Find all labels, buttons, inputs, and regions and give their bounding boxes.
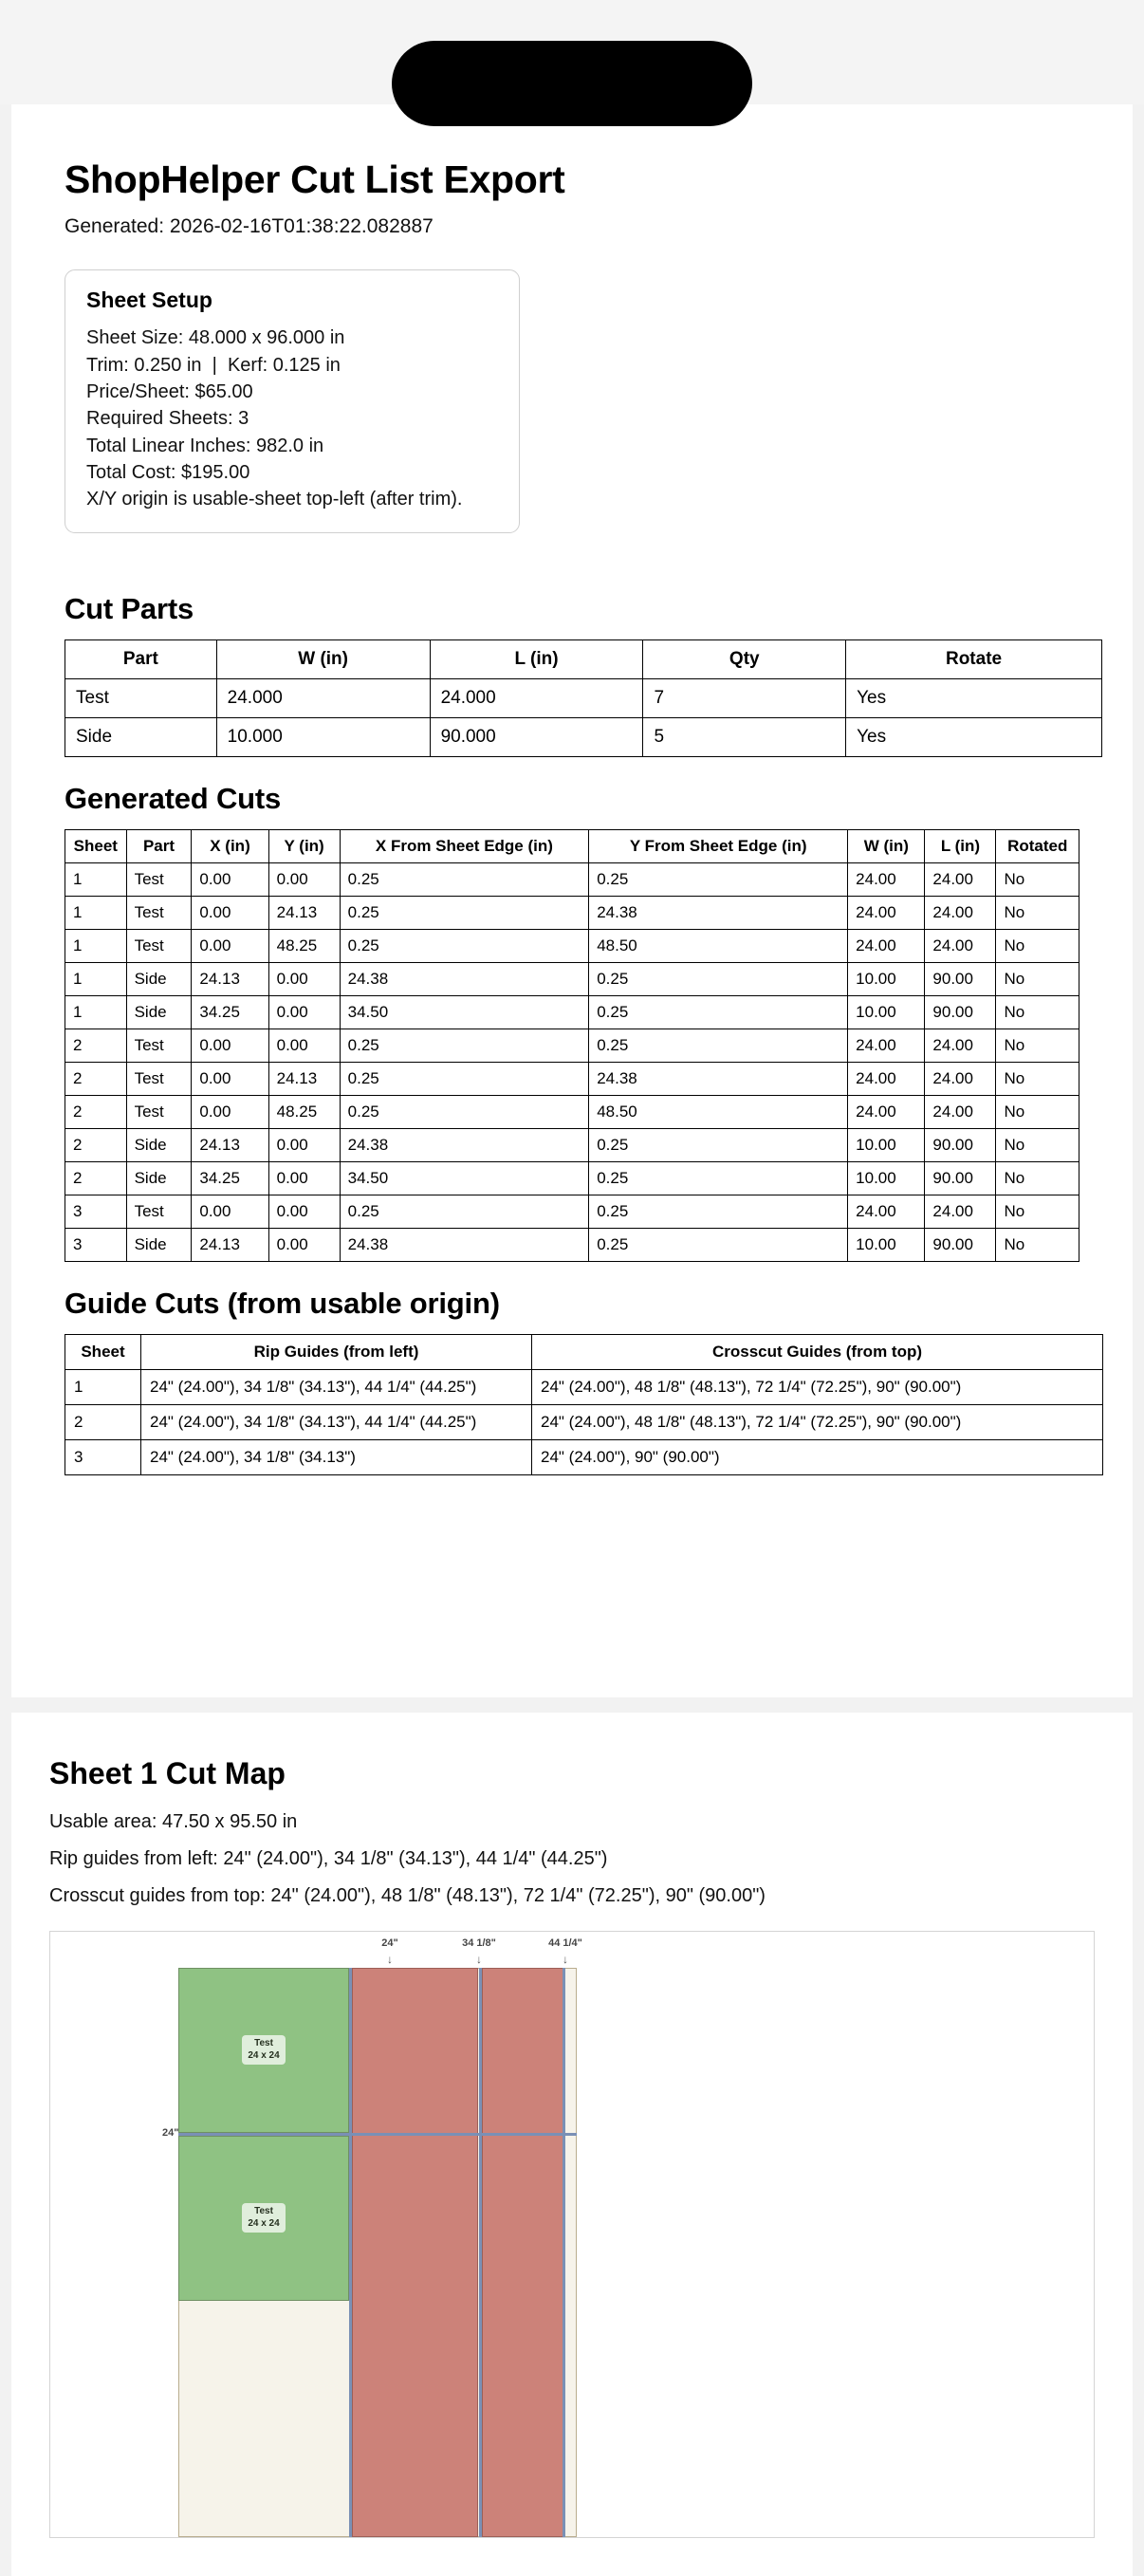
cell-sheet: 1 <box>65 929 127 962</box>
cell-l: 24.00 <box>925 1195 996 1228</box>
cell-y: 48.25 <box>268 1095 340 1128</box>
cell-x: 24.13 <box>192 962 268 995</box>
crosscut-guides-text: Crosscut guides from top: 24" (24.00"), 48 1/8" (48.13"), 72 1/4" (72.25"), 90" (90.00") <box>49 1884 766 1906</box>
cell-x-from-edge: 0.25 <box>340 929 589 962</box>
sheet-setup-heading: Sheet Setup <box>86 287 212 313</box>
cell-part: Side <box>126 995 192 1029</box>
cell-x: 0.00 <box>192 929 268 962</box>
table-row <box>65 1369 1103 1404</box>
cell-w: 24.00 <box>848 896 925 929</box>
part-name: Test <box>254 2206 273 2217</box>
cell-part: Test <box>126 862 192 896</box>
cell-x: 24.13 <box>192 1128 268 1161</box>
table-row <box>65 862 1079 896</box>
cell-l: 24.00 <box>925 929 996 962</box>
cell-y: 0.00 <box>268 1228 340 1261</box>
cell-y: 0.00 <box>268 995 340 1029</box>
cell-x-from-edge: 24.38 <box>340 1228 589 1261</box>
column-header: Sheet <box>65 829 127 862</box>
cell-l: 90.00 <box>925 995 996 1029</box>
part-size: 24 x 24 <box>248 2217 280 2229</box>
cell-y-from-edge: 0.25 <box>589 1228 848 1261</box>
page-spacer <box>65 1475 1079 1637</box>
top-guide-arrow-icon: ↓ <box>563 1952 568 1966</box>
column-header: X From Sheet Edge (in) <box>340 829 589 862</box>
cell-part: Side <box>126 962 192 995</box>
cell-part: Test <box>126 1195 192 1228</box>
cell-y: 0.00 <box>268 1128 340 1161</box>
left-guide-value: 24" <box>162 2126 179 2139</box>
cell-l: 24.00 <box>925 896 996 929</box>
cell-sheet: 2 <box>65 1029 127 1062</box>
table-row <box>65 1195 1079 1228</box>
cell-rotated: No <box>996 1095 1079 1128</box>
rip-guide-line <box>563 1968 565 2537</box>
cell-rip-guides: 24" (24.00"), 34 1/8" (34.13"), 44 1/4" (44.25") <box>141 1369 532 1404</box>
cell-sheet: 1 <box>65 896 127 929</box>
cell-x-from-edge: 0.25 <box>340 862 589 896</box>
column-header: Rotate <box>846 639 1102 678</box>
cell-sheet: 2 <box>65 1062 127 1095</box>
status-bar-area <box>0 0 1144 104</box>
cut-map-page <box>11 1713 1133 2576</box>
column-header: Qty <box>643 639 846 678</box>
cell-part: Test <box>65 678 217 717</box>
column-header: L (in) <box>925 829 996 862</box>
cell-y: 0.00 <box>268 1029 340 1062</box>
cell-rotated: No <box>996 1195 1079 1228</box>
table-row <box>65 717 1102 756</box>
device-notch <box>392 41 752 126</box>
column-header: Y (in) <box>268 829 340 862</box>
table-row <box>65 1404 1103 1439</box>
cell-length: 24.000 <box>430 678 643 717</box>
top-guide-arrow-icon: ↓ <box>387 1952 393 1966</box>
crosscut-guide-line <box>178 2133 577 2136</box>
cell-width: 10.000 <box>216 717 430 756</box>
cell-y: 0.00 <box>268 1195 340 1228</box>
cell-x-from-edge: 24.38 <box>340 962 589 995</box>
cell-qty: 7 <box>643 678 846 717</box>
cell-w: 10.00 <box>848 962 925 995</box>
cell-l: 90.00 <box>925 962 996 995</box>
cell-l: 24.00 <box>925 1095 996 1128</box>
cell-part: Side <box>126 1228 192 1261</box>
setup-line: X/Y origin is usable-sheet top-left (after trim). <box>86 489 463 510</box>
cell-y-from-edge: 0.25 <box>589 962 848 995</box>
cut-parts-table <box>65 639 1102 757</box>
export-document <box>11 104 1133 1697</box>
cell-x: 24.13 <box>192 1228 268 1261</box>
cell-l: 24.00 <box>925 1062 996 1095</box>
cell-rotated: No <box>996 962 1079 995</box>
cell-l: 24.00 <box>925 1029 996 1062</box>
cell-crosscut-guides: 24" (24.00"), 48 1/8" (48.13"), 72 1/4" (72.25"), 90" (90.00") <box>532 1369 1103 1404</box>
column-header: Crosscut Guides (from top) <box>532 1334 1103 1369</box>
cell-w: 10.00 <box>848 1128 925 1161</box>
cell-w: 24.00 <box>848 1062 925 1095</box>
column-header: Sheet <box>65 1334 141 1369</box>
cell-w: 10.00 <box>848 1228 925 1261</box>
cut-map-title: Sheet 1 Cut Map <box>49 1755 286 1790</box>
cell-crosscut-guides: 24" (24.00"), 90" (90.00") <box>532 1439 1103 1474</box>
cell-width: 24.000 <box>216 678 430 717</box>
cell-x: 34.25 <box>192 1161 268 1195</box>
cell-y-from-edge: 0.25 <box>589 862 848 896</box>
cell-sheet: 3 <box>65 1195 127 1228</box>
cell-w: 24.00 <box>848 1095 925 1128</box>
cell-y: 0.00 <box>268 962 340 995</box>
column-header: Part <box>126 829 192 862</box>
cell-y: 24.13 <box>268 1062 340 1095</box>
table-row <box>65 1128 1079 1161</box>
guide-cuts-table <box>65 1334 1103 1475</box>
table-row <box>65 962 1079 995</box>
cell-x: 0.00 <box>192 1095 268 1128</box>
generated-cuts-heading: Generated Cuts <box>65 781 282 815</box>
top-guide-arrow-icon: ↓ <box>476 1952 482 1966</box>
cell-l: 24.00 <box>925 862 996 896</box>
cut-map-canvas <box>50 1932 1094 2537</box>
table-row <box>65 1029 1079 1062</box>
cell-rotated: No <box>996 929 1079 962</box>
cell-y: 0.00 <box>268 1161 340 1195</box>
cell-sheet: 1 <box>65 1369 141 1404</box>
cell-x: 0.00 <box>192 1195 268 1228</box>
cell-part: Test <box>126 1095 192 1128</box>
setup-line: Total Cost: $195.00 <box>86 462 250 484</box>
cell-l: 90.00 <box>925 1228 996 1261</box>
setup-line: Required Sheets: 3 <box>86 408 249 430</box>
cell-y-from-edge: 0.25 <box>589 1195 848 1228</box>
cell-w: 10.00 <box>848 995 925 1029</box>
cell-l: 90.00 <box>925 1128 996 1161</box>
cell-x-from-edge: 34.50 <box>340 995 589 1029</box>
part-rect <box>178 2136 349 2301</box>
cell-y-from-edge: 0.25 <box>589 1029 848 1062</box>
table-header-row <box>65 639 1102 678</box>
cell-sheet: 2 <box>65 1095 127 1128</box>
cell-x-from-edge: 0.25 <box>340 1062 589 1095</box>
column-header: Rotated <box>996 829 1079 862</box>
cell-y: 24.13 <box>268 896 340 929</box>
cell-part: Side <box>65 717 217 756</box>
table-row <box>65 1439 1103 1474</box>
cell-l: 90.00 <box>925 1161 996 1195</box>
cell-part: Test <box>126 1062 192 1095</box>
column-header: Part <box>65 639 217 678</box>
cell-part: Side <box>126 1161 192 1195</box>
cell-sheet: 2 <box>65 1128 127 1161</box>
cell-rotated: No <box>996 896 1079 929</box>
cell-rip-guides: 24" (24.00"), 34 1/8" (34.13"), 44 1/4" (44.25") <box>141 1404 532 1439</box>
cell-rotated: No <box>996 1062 1079 1095</box>
setup-line: Total Linear Inches: 982.0 in <box>86 435 324 456</box>
table-row <box>65 1095 1079 1128</box>
cell-x: 34.25 <box>192 995 268 1029</box>
cell-sheet: 1 <box>65 962 127 995</box>
table-row <box>65 678 1102 717</box>
part-label <box>242 2035 285 2065</box>
column-header: W (in) <box>216 639 430 678</box>
cell-y-from-edge: 24.38 <box>589 896 848 929</box>
table-row <box>65 929 1079 962</box>
cell-sheet: 1 <box>65 995 127 1029</box>
cell-w: 24.00 <box>848 862 925 896</box>
cell-rotated: No <box>996 1161 1079 1195</box>
cell-y-from-edge: 0.25 <box>589 995 848 1029</box>
page-title: ShopHelper Cut List Export <box>65 158 565 201</box>
cell-sheet: 2 <box>65 1404 141 1439</box>
part-rect <box>482 1968 563 2537</box>
cell-y-from-edge: 0.25 <box>589 1161 848 1195</box>
top-guide-label: 24" <box>381 1937 398 1949</box>
cell-part: Test <box>126 1029 192 1062</box>
cell-y-from-edge: 48.50 <box>589 1095 848 1128</box>
column-header: L (in) <box>430 639 643 678</box>
setup-line: Price/Sheet: $65.00 <box>86 380 253 402</box>
cell-y-from-edge: 48.50 <box>589 929 848 962</box>
cell-y: 48.25 <box>268 929 340 962</box>
rip-guide-line <box>349 1968 352 2537</box>
cell-y-from-edge: 24.38 <box>589 1062 848 1095</box>
cell-rotated: No <box>996 1128 1079 1161</box>
cell-length: 90.000 <box>430 717 643 756</box>
generated-cuts-table <box>65 829 1079 1262</box>
cell-x: 0.00 <box>192 862 268 896</box>
table-header-row <box>65 829 1079 862</box>
top-guide-label: 34 1/8" <box>462 1937 496 1949</box>
generated-timestamp: Generated: 2026-02-16T01:38:22.082887 <box>65 215 434 238</box>
setup-line: Sheet Size: 48.000 x 96.000 in <box>86 327 345 349</box>
cell-sheet: 1 <box>65 862 127 896</box>
cell-rotated: No <box>996 1228 1079 1261</box>
cell-y-from-edge: 0.25 <box>589 1128 848 1161</box>
guide-cuts-heading: Guide Cuts (from usable origin) <box>65 1286 500 1320</box>
part-label <box>242 2203 285 2233</box>
cell-w: 24.00 <box>848 1029 925 1062</box>
table-row <box>65 1062 1079 1095</box>
cell-x-from-edge: 34.50 <box>340 1161 589 1195</box>
table-row <box>65 995 1079 1029</box>
cell-part: Test <box>126 896 192 929</box>
part-rect <box>352 1968 478 2537</box>
sheet-setup-card <box>65 269 520 533</box>
cell-y: 0.00 <box>268 862 340 896</box>
part-size: 24 x 24 <box>248 2049 280 2061</box>
cell-sheet: 2 <box>65 1161 127 1195</box>
usable-area-text: Usable area: 47.50 x 95.50 in <box>49 1810 298 1832</box>
rip-guide-line <box>479 1968 482 2537</box>
column-header: W (in) <box>848 829 925 862</box>
cell-rotate: Yes <box>846 678 1102 717</box>
part-name: Test <box>254 2038 273 2049</box>
cell-rotate: Yes <box>846 717 1102 756</box>
cell-qty: 5 <box>643 717 846 756</box>
cut-parts-heading: Cut Parts <box>65 591 194 625</box>
cell-x-from-edge: 0.25 <box>340 1195 589 1228</box>
cell-x: 0.00 <box>192 1029 268 1062</box>
table-row <box>65 896 1079 929</box>
cell-sheet: 3 <box>65 1439 141 1474</box>
top-guide-label: 44 1/4" <box>548 1937 582 1949</box>
table-row <box>65 1161 1079 1195</box>
column-header: X (in) <box>192 829 268 862</box>
cell-x-from-edge: 0.25 <box>340 1095 589 1128</box>
cell-rotated: No <box>996 862 1079 896</box>
cut-map-diagram <box>49 1931 1095 2538</box>
cell-crosscut-guides: 24" (24.00"), 48 1/8" (48.13"), 72 1/4" (72.25"), 90" (90.00") <box>532 1404 1103 1439</box>
cell-x-from-edge: 0.25 <box>340 1029 589 1062</box>
cell-rip-guides: 24" (24.00"), 34 1/8" (34.13") <box>141 1439 532 1474</box>
cell-sheet: 3 <box>65 1228 127 1261</box>
column-header: Rip Guides (from left) <box>141 1334 532 1369</box>
cell-w: 24.00 <box>848 1195 925 1228</box>
setup-line: Trim: 0.250 in | Kerf: 0.125 in <box>86 354 341 376</box>
cell-w: 24.00 <box>848 929 925 962</box>
cell-x-from-edge: 24.38 <box>340 1128 589 1161</box>
column-header: Y From Sheet Edge (in) <box>589 829 848 862</box>
cell-x: 0.00 <box>192 1062 268 1095</box>
cell-x: 0.00 <box>192 896 268 929</box>
table-header-row <box>65 1334 1103 1369</box>
cell-part: Test <box>126 929 192 962</box>
part-rect <box>178 1968 349 2133</box>
table-row <box>65 1228 1079 1261</box>
cell-rotated: No <box>996 995 1079 1029</box>
cell-w: 10.00 <box>848 1161 925 1195</box>
cell-rotated: No <box>996 1029 1079 1062</box>
rip-guides-text: Rip guides from left: 24" (24.00"), 34 1/8" (34.13"), 44 1/4" (44.25") <box>49 1847 608 1869</box>
cell-part: Side <box>126 1128 192 1161</box>
cell-x-from-edge: 0.25 <box>340 896 589 929</box>
